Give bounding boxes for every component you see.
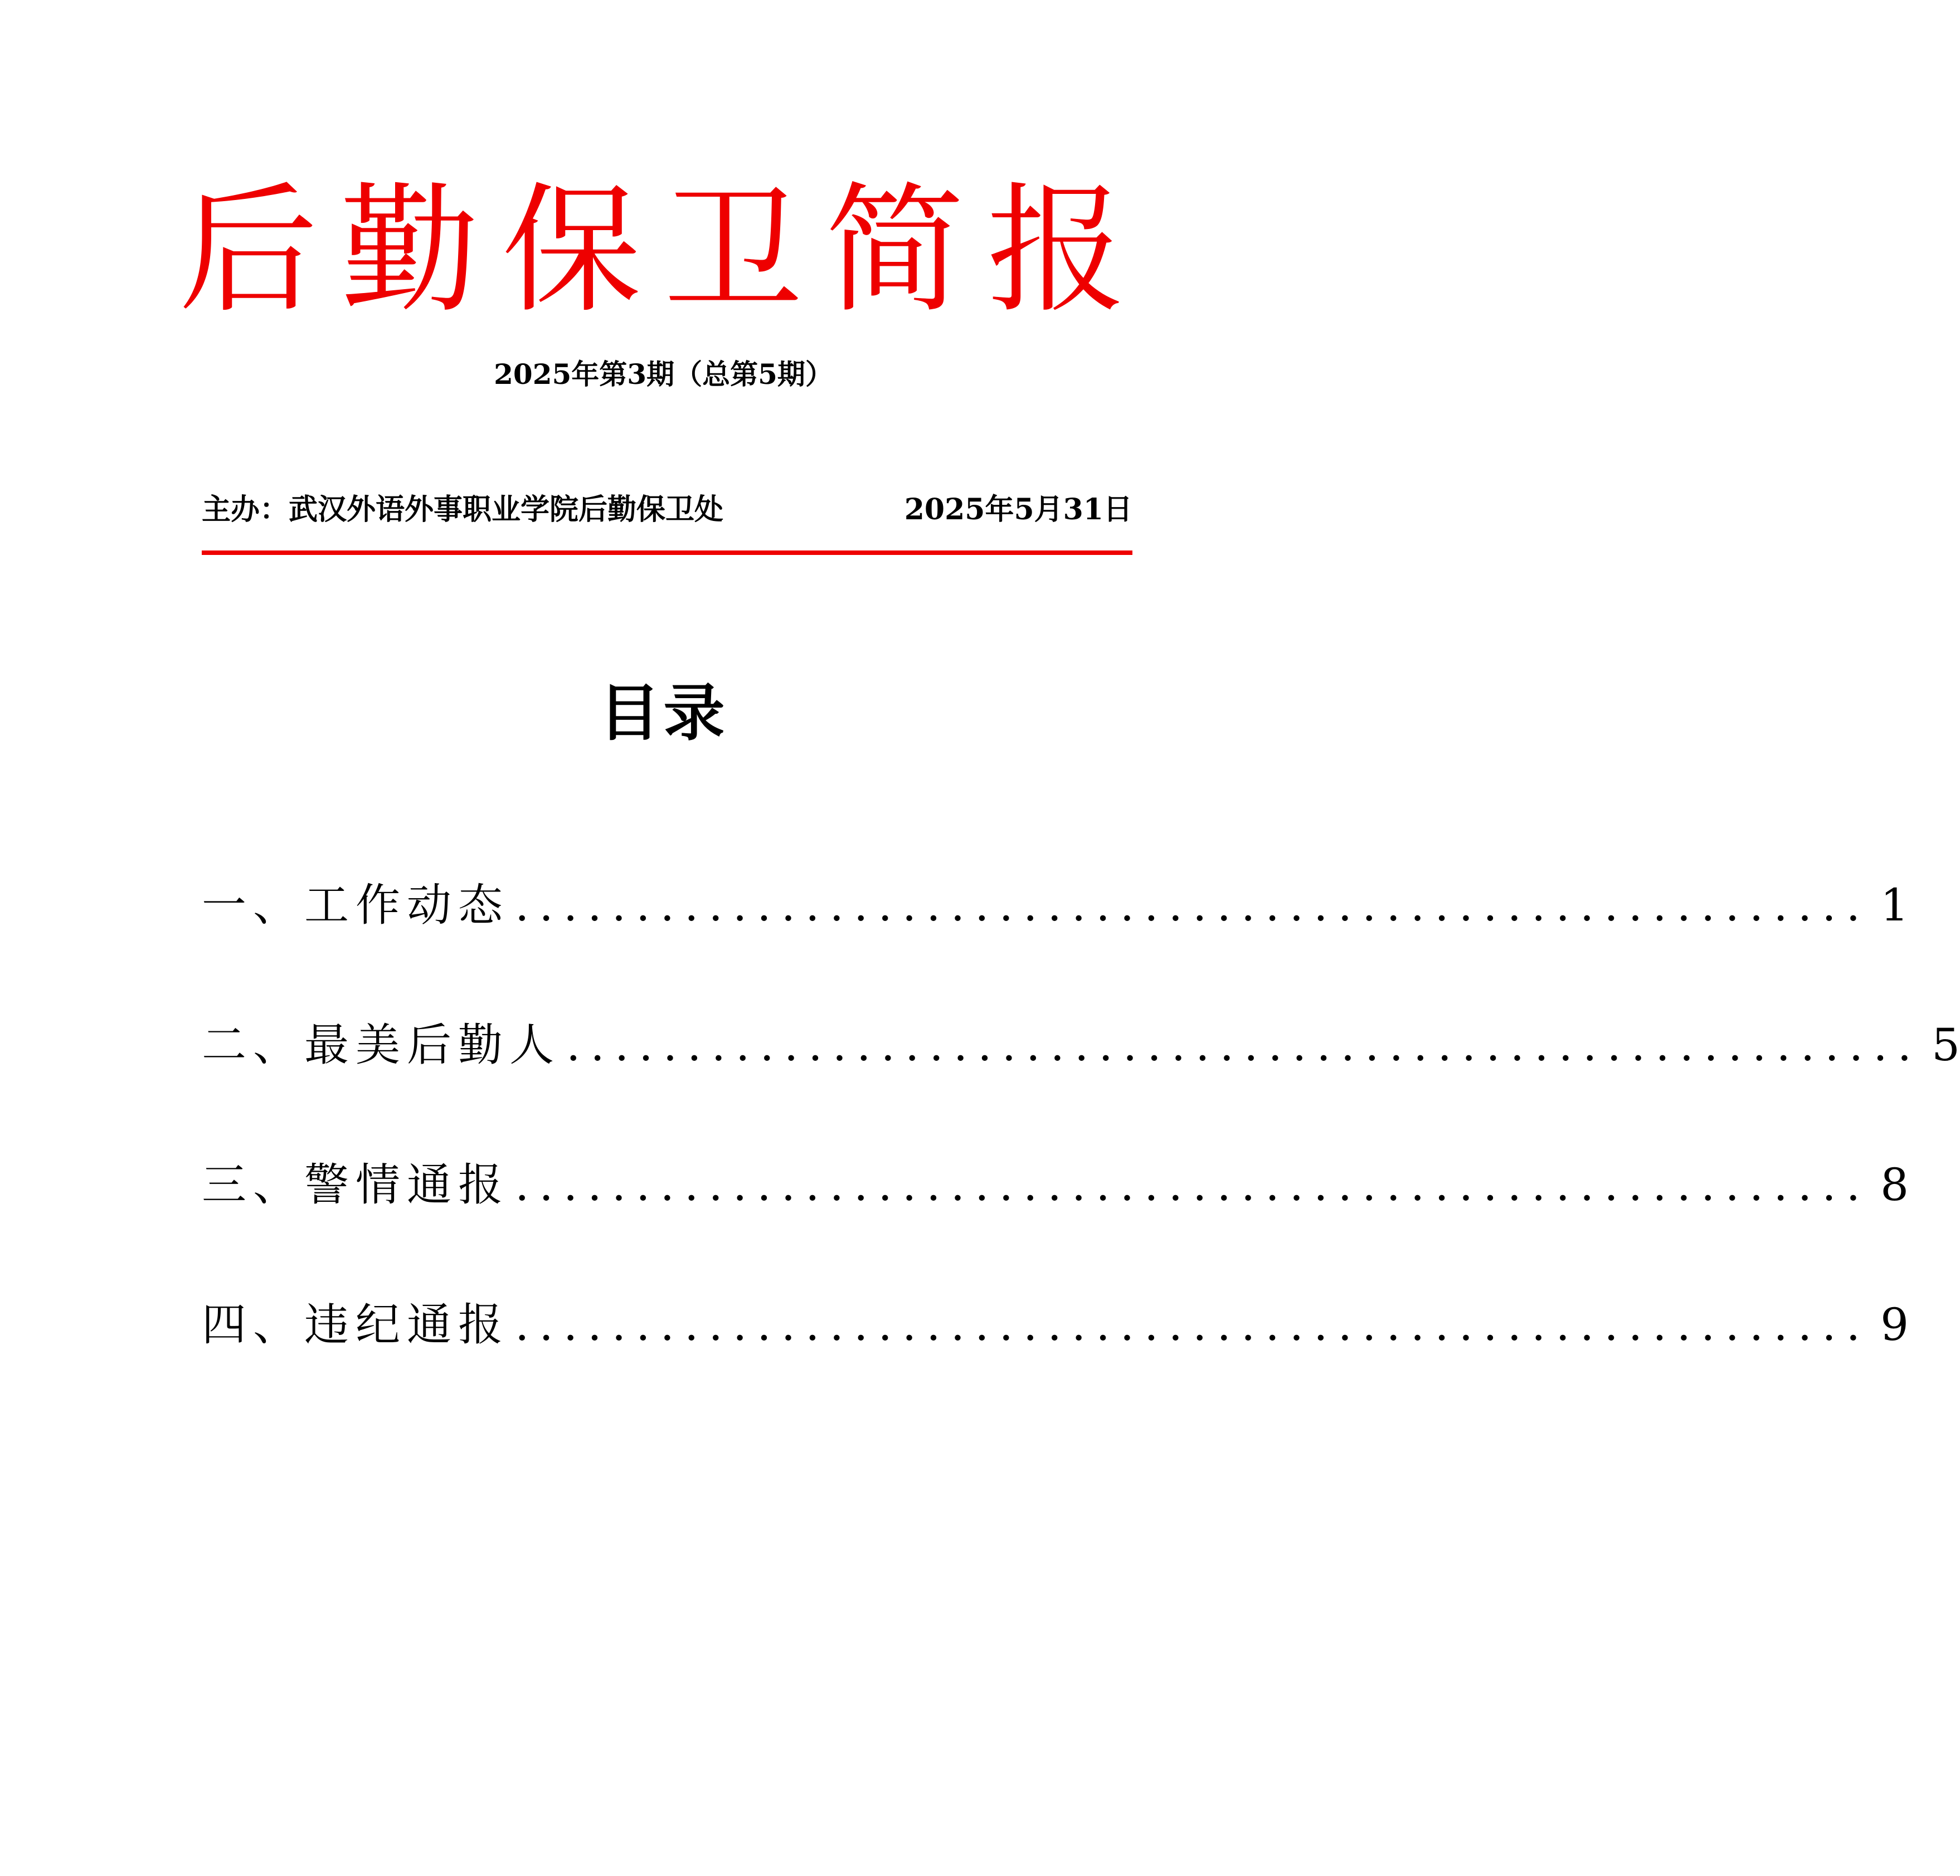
toc-dot-leader: ........................................................ bbox=[566, 1019, 1922, 1071]
toc-dot-leader: ........................................................ bbox=[515, 879, 1871, 931]
toc-entry-label: 三、警情通报 bbox=[202, 1159, 509, 1211]
sponsor-text: 主办：武汉外语外事职业学院后勤保卫处 bbox=[202, 493, 724, 527]
masthead-title: 后勤保卫简报 bbox=[178, 169, 1149, 332]
toc-entry-label: 二、最美后勤人 bbox=[202, 1019, 561, 1071]
publication-date: 2025年5月31日 bbox=[904, 493, 1132, 527]
toc-entry-label: 四、违纪通报 bbox=[202, 1299, 509, 1351]
toc-entry[interactable] bbox=[202, 1149, 1909, 1289]
toc-entry-label: 一、工作动态 bbox=[202, 879, 509, 931]
toc-entry[interactable] bbox=[202, 1289, 1909, 1429]
table-of-contents bbox=[202, 869, 1960, 1429]
toc-dot-leader: ........................................................ bbox=[515, 1159, 1871, 1211]
toc-entry-page: 8 bbox=[1880, 1159, 1909, 1211]
masthead-divider bbox=[202, 550, 1132, 555]
toc-entry-page: 1 bbox=[1880, 879, 1909, 931]
toc-entry[interactable] bbox=[202, 869, 1909, 1009]
toc-heading: 目录 bbox=[599, 678, 728, 749]
toc-entry-page: 9 bbox=[1880, 1299, 1909, 1351]
toc-entry-page: 5 bbox=[1932, 1019, 1960, 1071]
publisher-line bbox=[202, 488, 1132, 532]
toc-entry[interactable] bbox=[202, 1009, 1960, 1149]
toc-dot-leader: ........................................................ bbox=[515, 1299, 1871, 1351]
issue-number: 2025年第3期（总第5期） bbox=[494, 358, 833, 391]
